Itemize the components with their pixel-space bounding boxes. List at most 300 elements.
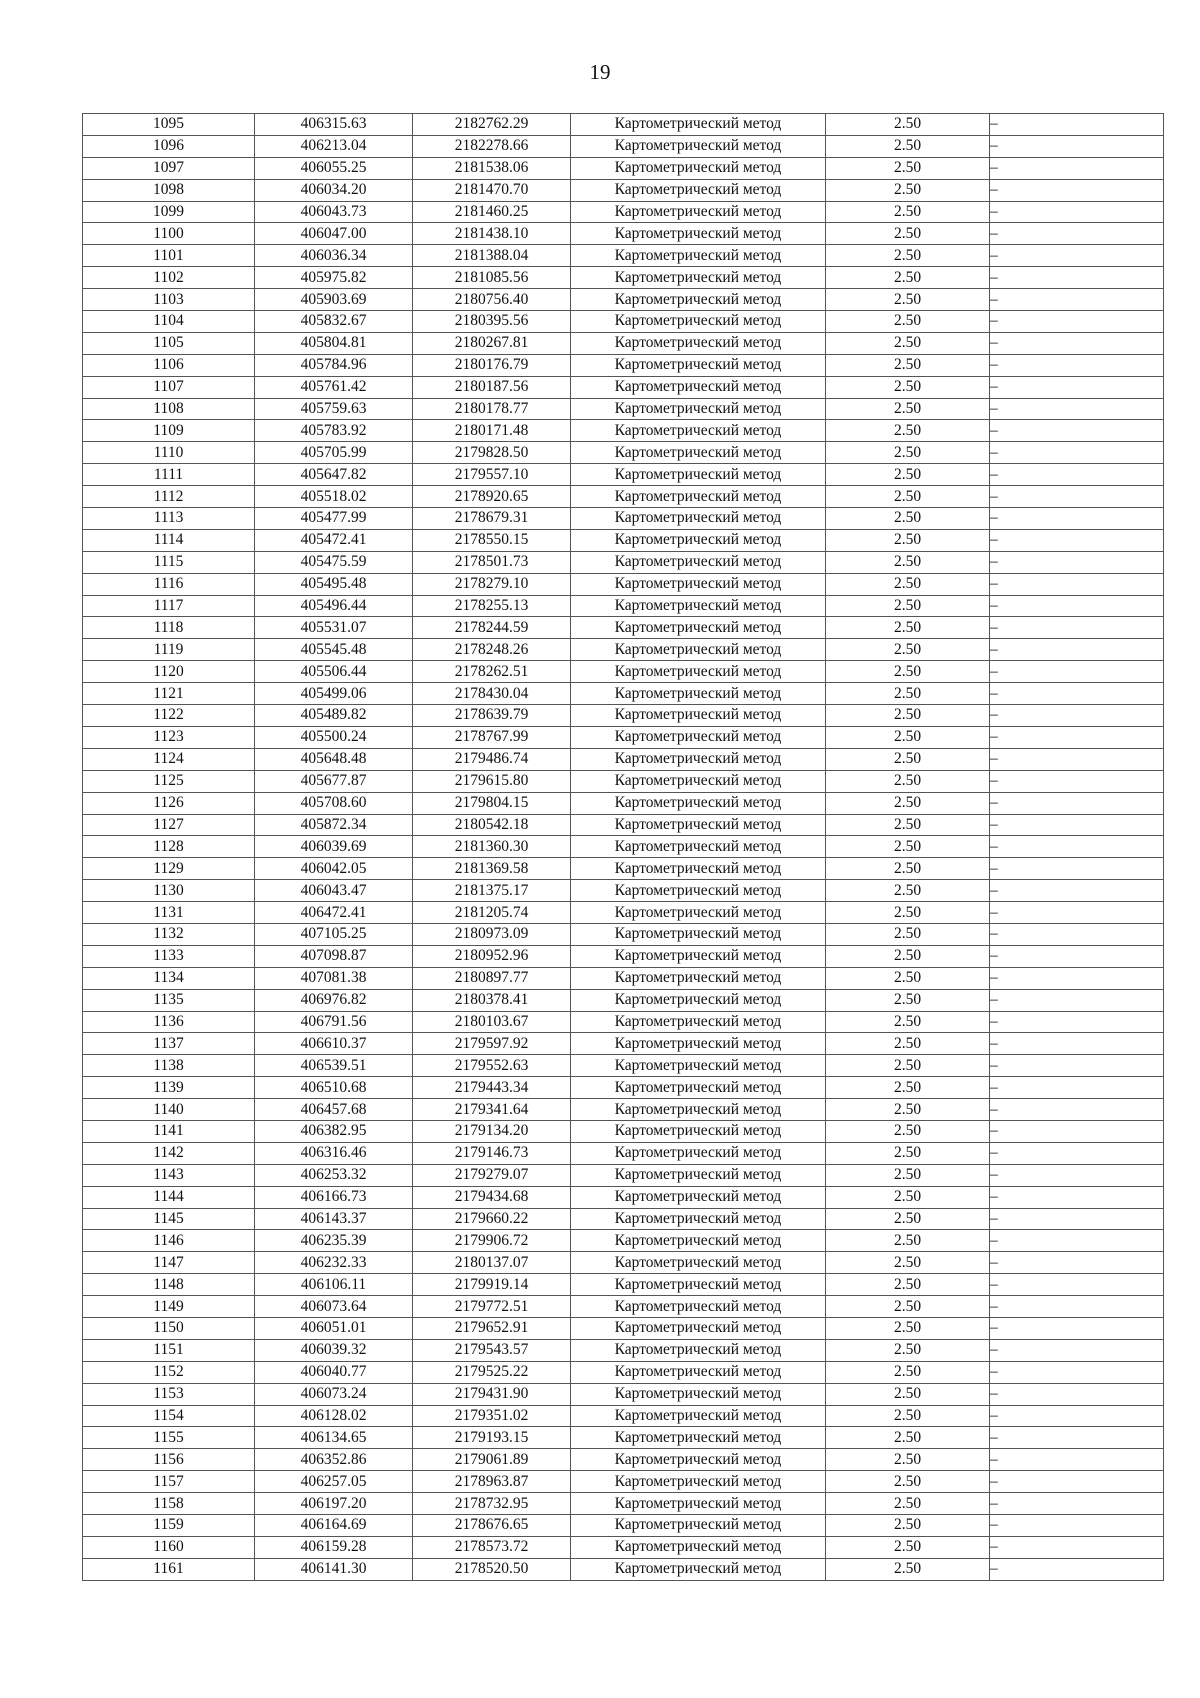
y-coordinate-cell: 2180952.96 [413, 945, 571, 967]
y-coordinate-cell: 2179906.72 [413, 1230, 571, 1252]
method-cell: Картометрический метод [571, 1011, 826, 1033]
point-number-cell: 1141 [83, 1120, 255, 1142]
note-cell: – [990, 179, 1164, 201]
method-cell: Картометрический метод [571, 1142, 826, 1164]
x-coordinate-cell: 406073.24 [255, 1383, 413, 1405]
accuracy-cell: 2.50 [826, 1120, 990, 1142]
x-coordinate-cell: 405499.06 [255, 683, 413, 705]
point-number-cell: 1122 [83, 705, 255, 727]
method-cell: Картометрический метод [571, 1515, 826, 1537]
point-number-cell: 1095 [83, 114, 255, 136]
method-cell: Картометрический метод [571, 1055, 826, 1077]
x-coordinate-cell: 406539.51 [255, 1055, 413, 1077]
accuracy-cell: 2.50 [826, 332, 990, 354]
x-coordinate-cell: 406047.00 [255, 223, 413, 245]
table-row [83, 814, 1164, 836]
method-cell: Картометрический метод [571, 551, 826, 573]
x-coordinate-cell: 405705.99 [255, 442, 413, 464]
method-cell: Картометрический метод [571, 639, 826, 661]
point-number-cell: 1096 [83, 135, 255, 157]
x-coordinate-cell: 406143.37 [255, 1208, 413, 1230]
accuracy-cell: 2.50 [826, 1339, 990, 1361]
point-number-cell: 1124 [83, 748, 255, 770]
accuracy-cell: 2.50 [826, 529, 990, 551]
table-row [83, 1339, 1164, 1361]
note-cell: – [990, 595, 1164, 617]
method-cell: Картометрический метод [571, 1449, 826, 1471]
y-coordinate-cell: 2178732.95 [413, 1493, 571, 1515]
point-number-cell: 1108 [83, 398, 255, 420]
method-cell: Картометрический метод [571, 1186, 826, 1208]
point-number-cell: 1109 [83, 420, 255, 442]
table-row [83, 267, 1164, 289]
x-coordinate-cell: 405477.99 [255, 508, 413, 530]
method-cell: Картометрический метод [571, 989, 826, 1011]
table-row [83, 880, 1164, 902]
y-coordinate-cell: 2178430.04 [413, 683, 571, 705]
point-number-cell: 1161 [83, 1558, 255, 1580]
point-number-cell: 1116 [83, 573, 255, 595]
method-cell: Картометрический метод [571, 508, 826, 530]
point-number-cell: 1126 [83, 792, 255, 814]
x-coordinate-cell: 406042.05 [255, 858, 413, 880]
method-cell: Картометрический метод [571, 967, 826, 989]
note-cell: – [990, 223, 1164, 245]
method-cell: Картометрический метод [571, 354, 826, 376]
accuracy-cell: 2.50 [826, 1099, 990, 1121]
table-row [83, 1055, 1164, 1077]
y-coordinate-cell: 2180171.48 [413, 420, 571, 442]
point-number-cell: 1146 [83, 1230, 255, 1252]
y-coordinate-cell: 2181460.25 [413, 201, 571, 223]
x-coordinate-cell: 406510.68 [255, 1077, 413, 1099]
method-cell: Картометрический метод [571, 1471, 826, 1493]
table-row [83, 442, 1164, 464]
note-cell: – [990, 529, 1164, 551]
table-row [83, 1427, 1164, 1449]
y-coordinate-cell: 2181205.74 [413, 902, 571, 924]
table-row [83, 1361, 1164, 1383]
y-coordinate-cell: 2178963.87 [413, 1471, 571, 1493]
note-cell: – [990, 683, 1164, 705]
accuracy-cell: 2.50 [826, 595, 990, 617]
point-number-cell: 1142 [83, 1142, 255, 1164]
accuracy-cell: 2.50 [826, 814, 990, 836]
x-coordinate-cell: 406472.41 [255, 902, 413, 924]
point-number-cell: 1118 [83, 617, 255, 639]
note-cell: – [990, 945, 1164, 967]
y-coordinate-cell: 2178679.31 [413, 508, 571, 530]
point-number-cell: 1152 [83, 1361, 255, 1383]
x-coordinate-cell: 406055.25 [255, 157, 413, 179]
method-cell: Картометрический метод [571, 529, 826, 551]
table-row [83, 1033, 1164, 1055]
x-coordinate-cell: 406128.02 [255, 1405, 413, 1427]
note-cell: – [990, 1011, 1164, 1033]
table-row [83, 726, 1164, 748]
point-number-cell: 1149 [83, 1296, 255, 1318]
x-coordinate-cell: 406316.46 [255, 1142, 413, 1164]
point-number-cell: 1128 [83, 836, 255, 858]
accuracy-cell: 2.50 [826, 1033, 990, 1055]
table-row [83, 617, 1164, 639]
table-row [83, 551, 1164, 573]
x-coordinate-cell: 405761.42 [255, 376, 413, 398]
accuracy-cell: 2.50 [826, 726, 990, 748]
y-coordinate-cell: 2178279.10 [413, 573, 571, 595]
x-coordinate-cell: 405475.59 [255, 551, 413, 573]
method-cell: Картометрический метод [571, 1296, 826, 1318]
accuracy-cell: 2.50 [826, 1471, 990, 1493]
note-cell: – [990, 1055, 1164, 1077]
method-cell: Картометрический метод [571, 267, 826, 289]
table-row [83, 705, 1164, 727]
table-row [83, 967, 1164, 989]
accuracy-cell: 2.50 [826, 179, 990, 201]
note-cell: – [990, 398, 1164, 420]
accuracy-cell: 2.50 [826, 617, 990, 639]
accuracy-cell: 2.50 [826, 1274, 990, 1296]
y-coordinate-cell: 2182762.29 [413, 114, 571, 136]
method-cell: Картометрический метод [571, 1274, 826, 1296]
accuracy-cell: 2.50 [826, 880, 990, 902]
y-coordinate-cell: 2179919.14 [413, 1274, 571, 1296]
note-cell: – [990, 858, 1164, 880]
note-cell: – [990, 1164, 1164, 1186]
note-cell: – [990, 1427, 1164, 1449]
method-cell: Картометрический метод [571, 923, 826, 945]
accuracy-cell: 2.50 [826, 398, 990, 420]
method-cell: Картометрический метод [571, 1405, 826, 1427]
point-number-cell: 1127 [83, 814, 255, 836]
method-cell: Картометрический метод [571, 858, 826, 880]
point-number-cell: 1145 [83, 1208, 255, 1230]
accuracy-cell: 2.50 [826, 858, 990, 880]
point-number-cell: 1151 [83, 1339, 255, 1361]
x-coordinate-cell: 406166.73 [255, 1186, 413, 1208]
y-coordinate-cell: 2179193.15 [413, 1427, 571, 1449]
x-coordinate-cell: 406036.34 [255, 245, 413, 267]
method-cell: Картометрический метод [571, 311, 826, 333]
method-cell: Картометрический метод [571, 945, 826, 967]
table-row [83, 332, 1164, 354]
accuracy-cell: 2.50 [826, 267, 990, 289]
point-number-cell: 1136 [83, 1011, 255, 1033]
method-cell: Картометрический метод [571, 486, 826, 508]
method-cell: Картометрический метод [571, 661, 826, 683]
method-cell: Картометрический метод [571, 289, 826, 311]
x-coordinate-cell: 406039.32 [255, 1339, 413, 1361]
table-row [83, 1164, 1164, 1186]
coordinates-table-body [83, 114, 1164, 1581]
table-row [83, 770, 1164, 792]
x-coordinate-cell: 406976.82 [255, 989, 413, 1011]
x-coordinate-cell: 405783.92 [255, 420, 413, 442]
y-coordinate-cell: 2181538.06 [413, 157, 571, 179]
table-row [83, 792, 1164, 814]
y-coordinate-cell: 2179828.50 [413, 442, 571, 464]
accuracy-cell: 2.50 [826, 1558, 990, 1580]
table-row [83, 1142, 1164, 1164]
accuracy-cell: 2.50 [826, 1317, 990, 1339]
table-row [83, 1405, 1164, 1427]
note-cell: – [990, 1120, 1164, 1142]
accuracy-cell: 2.50 [826, 748, 990, 770]
y-coordinate-cell: 2180395.56 [413, 311, 571, 333]
point-number-cell: 1153 [83, 1383, 255, 1405]
table-row [83, 311, 1164, 333]
y-coordinate-cell: 2180897.77 [413, 967, 571, 989]
x-coordinate-cell: 405903.69 [255, 289, 413, 311]
note-cell: – [990, 289, 1164, 311]
method-cell: Картометрический метод [571, 442, 826, 464]
method-cell: Картометрический метод [571, 1208, 826, 1230]
method-cell: Картометрический метод [571, 135, 826, 157]
point-number-cell: 1144 [83, 1186, 255, 1208]
y-coordinate-cell: 2180137.07 [413, 1252, 571, 1274]
table-row [83, 114, 1164, 136]
note-cell: – [990, 1252, 1164, 1274]
accuracy-cell: 2.50 [826, 770, 990, 792]
point-number-cell: 1147 [83, 1252, 255, 1274]
table-row [83, 1252, 1164, 1274]
y-coordinate-cell: 2179431.90 [413, 1383, 571, 1405]
method-cell: Картометрический метод [571, 1536, 826, 1558]
y-coordinate-cell: 2178767.99 [413, 726, 571, 748]
y-coordinate-cell: 2179134.20 [413, 1120, 571, 1142]
method-cell: Картометрический метод [571, 1427, 826, 1449]
point-number-cell: 1160 [83, 1536, 255, 1558]
point-number-cell: 1155 [83, 1427, 255, 1449]
accuracy-cell: 2.50 [826, 1142, 990, 1164]
y-coordinate-cell: 2180378.41 [413, 989, 571, 1011]
y-coordinate-cell: 2181438.10 [413, 223, 571, 245]
x-coordinate-cell: 407081.38 [255, 967, 413, 989]
table-row [83, 945, 1164, 967]
note-cell: – [990, 639, 1164, 661]
table-row [83, 1230, 1164, 1252]
table-row [83, 1383, 1164, 1405]
accuracy-cell: 2.50 [826, 1230, 990, 1252]
x-coordinate-cell: 405496.44 [255, 595, 413, 617]
method-cell: Картометрический метод [571, 332, 826, 354]
table-row [83, 1536, 1164, 1558]
x-coordinate-cell: 406051.01 [255, 1317, 413, 1339]
table-row [83, 1274, 1164, 1296]
note-cell: – [990, 1033, 1164, 1055]
point-number-cell: 1104 [83, 311, 255, 333]
y-coordinate-cell: 2178255.13 [413, 595, 571, 617]
x-coordinate-cell: 406043.47 [255, 880, 413, 902]
point-number-cell: 1130 [83, 880, 255, 902]
accuracy-cell: 2.50 [826, 508, 990, 530]
point-number-cell: 1103 [83, 289, 255, 311]
y-coordinate-cell: 2181388.04 [413, 245, 571, 267]
y-coordinate-cell: 2179525.22 [413, 1361, 571, 1383]
table-row [83, 989, 1164, 1011]
method-cell: Картометрический метод [571, 201, 826, 223]
table-row [83, 289, 1164, 311]
point-number-cell: 1110 [83, 442, 255, 464]
point-number-cell: 1133 [83, 945, 255, 967]
method-cell: Картометрический метод [571, 880, 826, 902]
point-number-cell: 1097 [83, 157, 255, 179]
x-coordinate-cell: 406159.28 [255, 1536, 413, 1558]
table-row [83, 464, 1164, 486]
y-coordinate-cell: 2178520.50 [413, 1558, 571, 1580]
table-row [83, 595, 1164, 617]
method-cell: Картометрический метод [571, 726, 826, 748]
point-number-cell: 1106 [83, 354, 255, 376]
x-coordinate-cell: 406043.73 [255, 201, 413, 223]
x-coordinate-cell: 405545.48 [255, 639, 413, 661]
x-coordinate-cell: 405518.02 [255, 486, 413, 508]
y-coordinate-cell: 2178639.79 [413, 705, 571, 727]
note-cell: – [990, 376, 1164, 398]
accuracy-cell: 2.50 [826, 1536, 990, 1558]
note-cell: – [990, 1405, 1164, 1427]
method-cell: Картометрический метод [571, 398, 826, 420]
method-cell: Картометрический метод [571, 1339, 826, 1361]
method-cell: Картометрический метод [571, 1077, 826, 1099]
table-row [83, 1449, 1164, 1471]
point-number-cell: 1098 [83, 179, 255, 201]
point-number-cell: 1131 [83, 902, 255, 924]
note-cell: – [990, 770, 1164, 792]
x-coordinate-cell: 405647.82 [255, 464, 413, 486]
y-coordinate-cell: 2178501.73 [413, 551, 571, 573]
note-cell: – [990, 748, 1164, 770]
table-row [83, 923, 1164, 945]
y-coordinate-cell: 2179061.89 [413, 1449, 571, 1471]
method-cell: Картометрический метод [571, 1383, 826, 1405]
accuracy-cell: 2.50 [826, 464, 990, 486]
method-cell: Картометрический метод [571, 814, 826, 836]
y-coordinate-cell: 2179351.02 [413, 1405, 571, 1427]
note-cell: – [990, 967, 1164, 989]
x-coordinate-cell: 406315.63 [255, 114, 413, 136]
note-cell: – [990, 661, 1164, 683]
x-coordinate-cell: 406213.04 [255, 135, 413, 157]
y-coordinate-cell: 2181470.70 [413, 179, 571, 201]
x-coordinate-cell: 405832.67 [255, 311, 413, 333]
y-coordinate-cell: 2179434.68 [413, 1186, 571, 1208]
accuracy-cell: 2.50 [826, 1055, 990, 1077]
method-cell: Картометрический метод [571, 245, 826, 267]
method-cell: Картометрический метод [571, 770, 826, 792]
accuracy-cell: 2.50 [826, 705, 990, 727]
y-coordinate-cell: 2178262.51 [413, 661, 571, 683]
accuracy-cell: 2.50 [826, 1208, 990, 1230]
x-coordinate-cell: 406235.39 [255, 1230, 413, 1252]
y-coordinate-cell: 2178248.26 [413, 639, 571, 661]
point-number-cell: 1115 [83, 551, 255, 573]
accuracy-cell: 2.50 [826, 639, 990, 661]
y-coordinate-cell: 2178676.65 [413, 1515, 571, 1537]
accuracy-cell: 2.50 [826, 1383, 990, 1405]
x-coordinate-cell: 407105.25 [255, 923, 413, 945]
note-cell: – [990, 573, 1164, 595]
accuracy-cell: 2.50 [826, 114, 990, 136]
method-cell: Картометрический метод [571, 595, 826, 617]
y-coordinate-cell: 2179652.91 [413, 1317, 571, 1339]
coordinates-table [82, 113, 1164, 1581]
point-number-cell: 1157 [83, 1471, 255, 1493]
table-row [83, 1077, 1164, 1099]
point-number-cell: 1113 [83, 508, 255, 530]
y-coordinate-cell: 2181375.17 [413, 880, 571, 902]
note-cell: – [990, 989, 1164, 1011]
note-cell: – [990, 836, 1164, 858]
table-row [83, 836, 1164, 858]
x-coordinate-cell: 405677.87 [255, 770, 413, 792]
note-cell: – [990, 420, 1164, 442]
method-cell: Картометрический метод [571, 1164, 826, 1186]
point-number-cell: 1120 [83, 661, 255, 683]
y-coordinate-cell: 2179552.63 [413, 1055, 571, 1077]
x-coordinate-cell: 406039.69 [255, 836, 413, 858]
x-coordinate-cell: 406164.69 [255, 1515, 413, 1537]
method-cell: Картометрический метод [571, 114, 826, 136]
y-coordinate-cell: 2178244.59 [413, 617, 571, 639]
table-row [83, 902, 1164, 924]
table-row [83, 748, 1164, 770]
note-cell: – [990, 1296, 1164, 1318]
accuracy-cell: 2.50 [826, 683, 990, 705]
y-coordinate-cell: 2179557.10 [413, 464, 571, 486]
x-coordinate-cell: 405759.63 [255, 398, 413, 420]
y-coordinate-cell: 2180973.09 [413, 923, 571, 945]
point-number-cell: 1129 [83, 858, 255, 880]
x-coordinate-cell: 405975.82 [255, 267, 413, 289]
point-number-cell: 1125 [83, 770, 255, 792]
note-cell: – [990, 1515, 1164, 1537]
table-row [83, 639, 1164, 661]
y-coordinate-cell: 2178573.72 [413, 1536, 571, 1558]
x-coordinate-cell: 405506.44 [255, 661, 413, 683]
method-cell: Картометрический метод [571, 1252, 826, 1274]
note-cell: – [990, 1493, 1164, 1515]
y-coordinate-cell: 2179146.73 [413, 1142, 571, 1164]
note-cell: – [990, 1186, 1164, 1208]
note-cell: – [990, 1077, 1164, 1099]
method-cell: Картометрический метод [571, 376, 826, 398]
accuracy-cell: 2.50 [826, 223, 990, 245]
note-cell: – [990, 1449, 1164, 1471]
note-cell: – [990, 726, 1164, 748]
point-number-cell: 1138 [83, 1055, 255, 1077]
accuracy-cell: 2.50 [826, 923, 990, 945]
table-row [83, 420, 1164, 442]
y-coordinate-cell: 2179772.51 [413, 1296, 571, 1318]
accuracy-cell: 2.50 [826, 836, 990, 858]
point-number-cell: 1159 [83, 1515, 255, 1537]
note-cell: – [990, 245, 1164, 267]
x-coordinate-cell: 406197.20 [255, 1493, 413, 1515]
x-coordinate-cell: 406141.30 [255, 1558, 413, 1580]
method-cell: Картометрический метод [571, 792, 826, 814]
method-cell: Картометрический метод [571, 223, 826, 245]
point-number-cell: 1099 [83, 201, 255, 223]
point-number-cell: 1100 [83, 223, 255, 245]
note-cell: – [990, 1383, 1164, 1405]
y-coordinate-cell: 2180756.40 [413, 289, 571, 311]
accuracy-cell: 2.50 [826, 1493, 990, 1515]
note-cell: – [990, 354, 1164, 376]
note-cell: – [990, 135, 1164, 157]
accuracy-cell: 2.50 [826, 354, 990, 376]
accuracy-cell: 2.50 [826, 792, 990, 814]
